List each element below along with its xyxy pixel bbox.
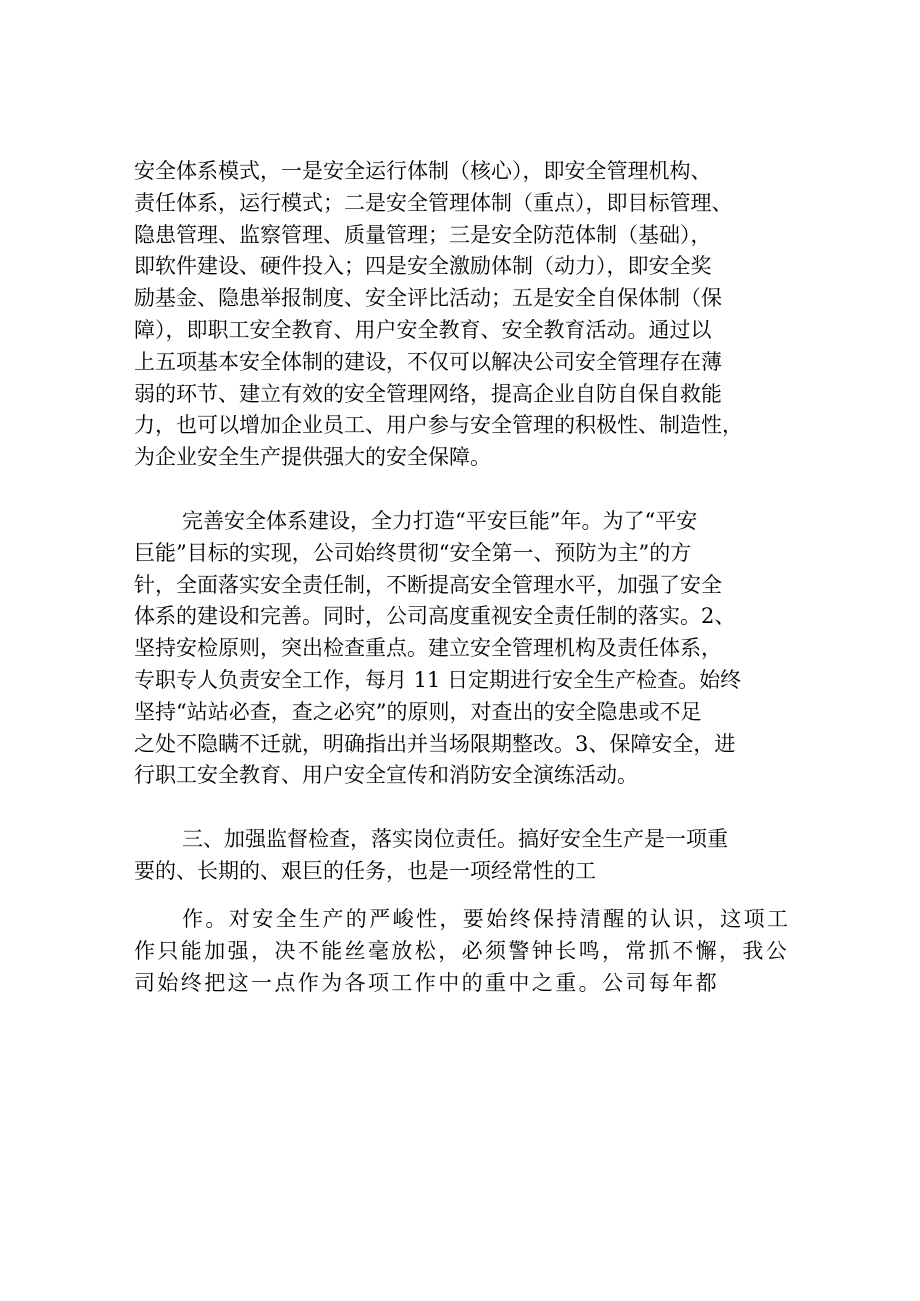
text-line: 完善安全体系建设，全力打造“平安巨能”年。为了“平安 xyxy=(182,509,698,533)
text-line: 要的、长期的、艰巨的任务，也是一项经常性的工 xyxy=(134,858,596,883)
text-line: 行职工安全教育、用户安全宣传和消防安全演练活动。 xyxy=(134,763,638,788)
text-line: 之处不隐瞒不迁就，明确指出并当场限期整改。3、保障安全，进 xyxy=(134,731,736,756)
paragraph-supervision-inspection xyxy=(134,824,728,888)
text-line: 上五项基本安全体制的建设，不仅可以解决公司安全管理存在薄 xyxy=(134,349,722,374)
paragraph-safety-system-model xyxy=(134,156,743,474)
text-line: 司始终把这一点作为各项工作中的重中之重。公司每年都 xyxy=(134,970,719,995)
text-line: 弱的环节、建立有效的安全管理网络，提高企业自防自保自救能 xyxy=(134,381,722,406)
text-line: 作。对安全生产的严峻性，要始终保持清醒的认识，这项工 xyxy=(182,907,791,931)
text-line: 即软件建设、硬件投入；四是安全激励体制（动力），即安全奖 xyxy=(134,254,712,279)
text-line: 坚持安检原则，突出检查重点。建立安全管理机构及责任体系， xyxy=(134,636,722,661)
text-line: 安全体系模式，一是安全运行体制（核心），即安全管理机构、 xyxy=(134,159,712,183)
text-line: 力，也可以增加企业员工、用户参与安全管理的积极性、制造性， xyxy=(134,413,743,438)
text-line: 责任体系，运行模式；二是安全管理体制（重点），即目标管理、 xyxy=(134,190,733,215)
text-line: 障），即职工安全教育、用户安全教育、安全教育活动。通过以 xyxy=(134,317,712,342)
text-line: 坚持“站站必查，查之必究”的原则，对查出的安全隐患或不足 xyxy=(134,699,702,724)
paragraph-safety-system-construction xyxy=(134,506,741,792)
text-line: 专职专人负责安全工作，每月 11 日定期进行安全生产检查。始终 xyxy=(134,667,742,692)
text-line: 三、加强监督检查，落实岗位责任。搞好安全生产是一项重 xyxy=(182,827,728,851)
text-line: 为企业安全生产提供强大的安全保障。 xyxy=(134,445,491,470)
text-line: 作只能加强，决不能丝毫放松，必须警钟长鸣，常抓不懈，我公 xyxy=(134,938,790,963)
text-line: 隐患管理、监察管理、质量管理；三是安全防范体制（基础）， xyxy=(134,222,712,247)
paragraph-work-continuation xyxy=(134,904,790,999)
text-line: 体系的建设和完善。同时，公司高度重视安全责任制的落实。2、 xyxy=(134,604,736,629)
text-line: 巨能”目标的实现，公司始终贯彻“安全第一、预防为主”的方 xyxy=(134,540,692,565)
text-line: 励基金、隐患举报制度、安全评比活动；五是安全自保体制（保 xyxy=(134,286,722,311)
text-line: 针，全面落实安全责任制，不断提高安全管理水平，加强了安全 xyxy=(134,572,722,597)
